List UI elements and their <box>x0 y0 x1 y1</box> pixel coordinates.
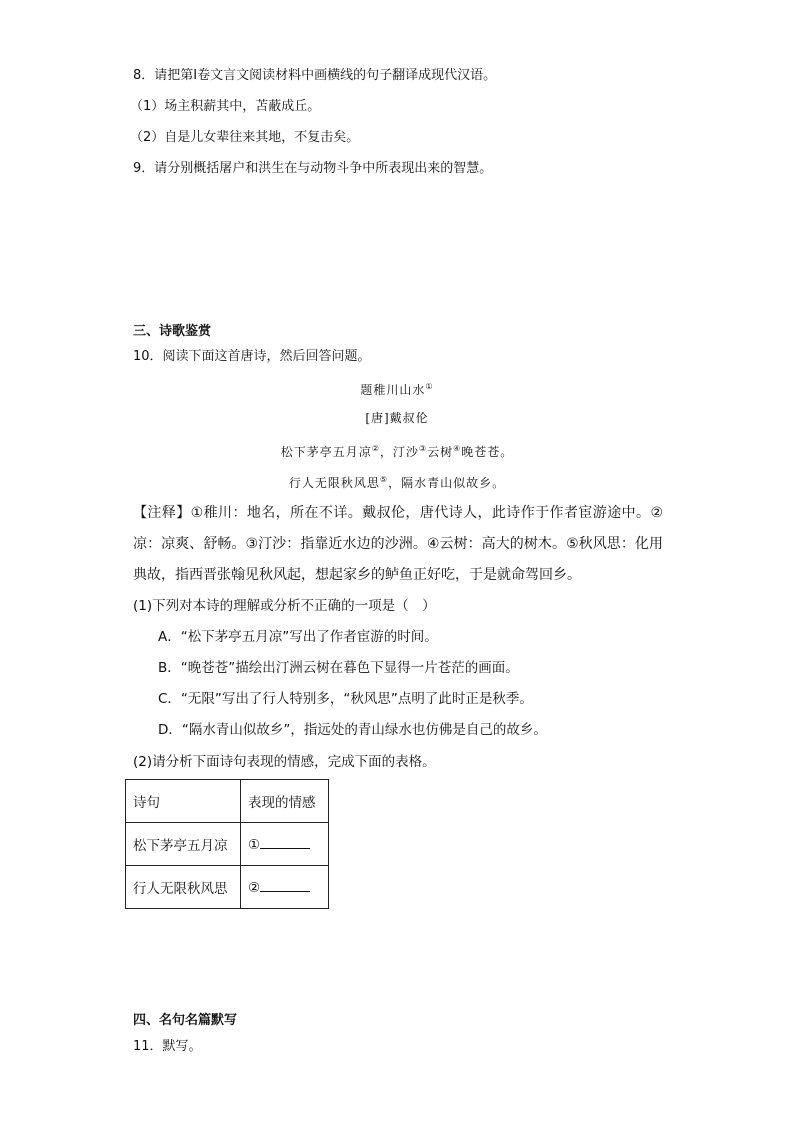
table-header-row <box>126 780 329 823</box>
q10-title: 10．阅读下面这首唐诗，然后回答问题。 <box>133 349 371 364</box>
option-c: C．“无限”写出了行人特别多，“秋风思”点明了此时正是秋季。 <box>158 691 533 707</box>
poem-title-text: 题稚川山水 <box>360 383 426 397</box>
table-cell-answer <box>241 866 329 909</box>
poem-notes-text: 【注释】①稚川：地名，所在不详。戴叔伦，唐代诗人，此诗作于作者宦游途中。②凉：凉爽、舒畅。③汀沙：指靠近水边的沙洲。④云树：高大的树木。⑤秋风思：化用典故，指西晋张翰见秋风起，想起家乡的鲈鱼正好吃，于是就命驾回乡。 <box>133 505 663 583</box>
option-d: D．“隔水青山似故乡”，指远处的青山绿水也仿佛是自己的故乡。 <box>158 722 547 738</box>
note-mark: ③ <box>418 444 428 453</box>
q8-item-1: （1）场主积薪其中，苫蔽成丘。 <box>130 99 321 114</box>
table-cell-line: 行人无限秋风思 <box>126 866 241 909</box>
note-mark: ② <box>371 444 380 453</box>
poem-line-1-part: 松下茅亭五月凉 <box>280 445 372 459</box>
answer-marker: ① <box>248 836 261 853</box>
answer-blank[interactable] <box>260 836 310 849</box>
section4-heading: 四、名句名篇默写 <box>133 1013 238 1028</box>
poem-title-mark: ① <box>425 382 434 391</box>
table-header-cell: 诗句 <box>126 780 241 823</box>
poem-line-1-part: 云树 <box>427 445 454 459</box>
poem-line-1 <box>0 441 794 460</box>
table-cell-answer <box>241 823 329 866</box>
table-header-cell: 表现的情感 <box>241 780 329 823</box>
poem-line-1-part: 晚苍苍。 <box>461 445 514 459</box>
q10-sub2-stem: (2)请分析下面诗句表现的情感，完成下面的表格。 <box>133 754 436 770</box>
option-a: A．“松下茅亭五月凉”写出了作者宦游的时间。 <box>158 629 438 645</box>
poem-notes <box>133 498 663 591</box>
emotion-table <box>125 779 329 909</box>
poem-line-1-part: ，汀沙 <box>379 445 419 459</box>
section3-heading: 三、诗歌鉴赏 <box>133 324 212 339</box>
q11-title: 11．默写。 <box>133 1039 202 1054</box>
poem-title <box>0 379 794 398</box>
q8-item-2: （2）自是儿女辈往来其地，不复击矣。 <box>130 130 360 145</box>
table-row <box>126 823 329 866</box>
note-mark: ④ <box>453 444 462 453</box>
poem-line-2-part: 行人无限秋风思 <box>288 476 380 490</box>
table-cell-line: 松下茅亭五月凉 <box>126 823 241 866</box>
q8-title: 8．请把第Ⅰ卷文言文阅读材料中画横线的句子翻译成现代汉语。 <box>133 68 497 83</box>
answer-marker: ② <box>248 879 261 896</box>
q10-sub1-stem: (1)下列对本诗的理解或分析不正确的一项是（ ） <box>133 598 436 614</box>
poem-line-2 <box>0 472 794 491</box>
table-row <box>126 866 329 909</box>
answer-blank[interactable] <box>260 879 310 892</box>
poem-author: [唐]戴叔伦 <box>365 411 429 425</box>
poem-line-2-part: ，隔水青山似故乡。 <box>388 476 506 490</box>
option-b: B．“晚苍苍”描绘出汀洲云树在暮色下显得一片苍茫的画面。 <box>158 660 519 676</box>
note-mark: ⑤ <box>379 475 389 484</box>
q9-title: 9．请分别概括屠户和洪生在与动物斗争中所表现出来的智慧。 <box>133 161 493 176</box>
